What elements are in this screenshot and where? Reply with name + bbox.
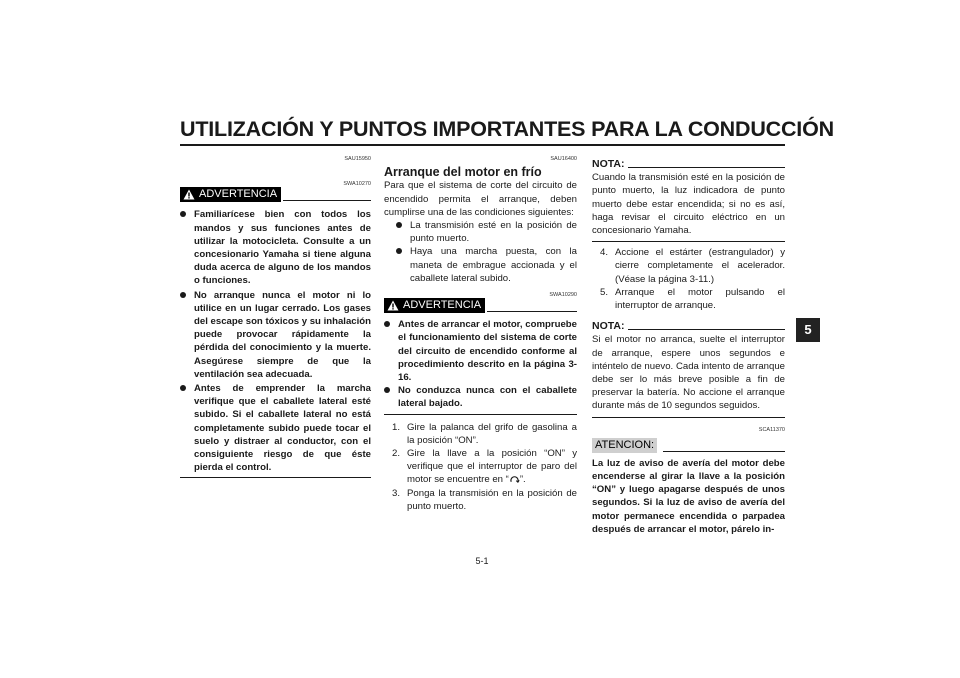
step-item: 2. Gire la llave a la posición “ON” y verifique que el interruptor de paro del motor se encuentre en “ ”. <box>391 448 577 486</box>
divider <box>487 311 577 312</box>
warning-label: ADVERTENCIA <box>199 188 278 201</box>
warning-badge <box>180 187 281 202</box>
warning-item: No conduzca nunca con el caballete lateral bajado. <box>384 384 577 410</box>
note-header <box>592 158 785 171</box>
step-item: 1. Gire la palanca del grifo de gasolina a la posición “ON”. <box>391 421 577 446</box>
divider <box>663 451 785 452</box>
warning-header <box>384 298 577 313</box>
divider <box>180 477 371 478</box>
bullet-icon <box>396 248 402 254</box>
page-title: UTILIZACIÓN Y PUNTOS IMPORTANTES PARA LA CONDUCCIÓN <box>180 117 834 141</box>
divider <box>592 417 785 418</box>
intro-paragraph: Para que el sistema de corte del circuito de encendido permita el arranque, deben cumplirse una de las condiciones siguientes: <box>384 180 577 218</box>
bullet-icon <box>180 385 186 391</box>
doc-code: SWA10290 <box>549 292 577 299</box>
right-column <box>592 158 785 536</box>
step-item: 3. Ponga la transmisión en la posición de punto muerto. <box>391 487 577 512</box>
title-rule <box>180 144 785 146</box>
bullet-icon <box>180 292 186 298</box>
note-label: NOTA: <box>592 320 625 333</box>
warning-item: Familiarícese bien con todos los mandos y sus funciones antes de utilizar la motocicleta. Consulte a un concesionario Yamaha si tiene alguna duda acerca de alguno de los mandos o funciones. <box>180 208 371 287</box>
note-label: NOTA: <box>592 158 625 170</box>
doc-code: SAU15950 <box>344 156 371 162</box>
engine-run-icon <box>509 474 520 483</box>
warning-item: Antes de arrancar el motor, compruebe el funcionamiento del sistema de corte del circuito de encendido conforme al procedimiento descrito en la página 3-16. <box>384 318 577 384</box>
warning-item: No arranque nunca el motor ni lo utilice en un lugar cerrado. Los gases del escape son tóxicos y su inhalación puede provocar rápidamente la pérdida del conocimiento y la muerte. Asegúrese siempre de que la ventilación sea adecuada. <box>180 289 371 381</box>
section-title: Arranque del motor en frío <box>384 165 542 180</box>
warning-header <box>180 187 371 202</box>
caution-badge: ATENCION: <box>592 438 657 453</box>
doc-code: SCA11370 <box>758 426 785 433</box>
divider <box>283 200 371 201</box>
step-item: 5. Arranque el motor pulsando el interruptor de arranque. <box>599 286 785 312</box>
chapter-tab: 5 <box>796 318 820 342</box>
divider <box>384 414 577 415</box>
warning-triangle-icon <box>387 300 399 311</box>
middle-column <box>384 153 577 513</box>
warning-triangle-icon <box>183 189 195 200</box>
note-header <box>592 320 785 333</box>
warning-label: ADVERTENCIA <box>403 299 482 312</box>
warning-item: Antes de emprender la marcha verifique que el caballete lateral esté subido. Si el caballete lateral no está completamente subido puede tocar el suelo y distraer al conductor, con el consiguiente riesgo de que éste pierda el control. <box>180 382 371 474</box>
divider <box>628 329 785 330</box>
condition-item: Haya una marcha puesta, con la maneta de embrague accionada y el caballete lateral subido. <box>396 245 577 285</box>
note-text: Cuando la transmisión esté en la posición de punto muerto, la luz indicadora de punto muerto debe estar encendida; si no es así, haga revisar el circuito eléctrico en un concesionario Yamaha. <box>592 172 785 237</box>
condition-item: La transmisión esté en la posición de punto muerto. <box>396 219 577 245</box>
divider <box>628 167 785 168</box>
step-item: 4. Accione el estárter (estrangulador) y cierre completamente el acelerador. (Véase la página 3-11.) <box>599 247 785 285</box>
doc-code: SWA10270 <box>343 181 371 188</box>
doc-code: SAU16400 <box>550 156 577 162</box>
caution-header <box>592 438 785 453</box>
page-number: 5-1 <box>475 556 489 566</box>
bullet-icon <box>384 387 390 393</box>
bullet-icon <box>396 222 402 228</box>
caution-text: La luz de aviso de avería del motor debe encenderse al girar la llave a la posición “ON” y luego apagarse después de unos segundos. Si la luz de aviso de avería del motor permanece encendida o parpadea después de arrancar el motor, párelo in- <box>592 457 785 535</box>
bullet-icon <box>384 321 390 327</box>
left-column <box>180 153 371 478</box>
warning-badge <box>384 298 485 313</box>
bullet-icon <box>180 211 186 217</box>
divider <box>592 241 785 242</box>
note-text: Si el motor no arranca, suelte el interruptor de arranque, espere unos segundos e inténtelo de nuevo. Cada intento de arranque debe ser lo más breve posible a fin de preservar la batería. No accione el arranque durante más de 10 segundos seguidos. <box>592 334 785 412</box>
